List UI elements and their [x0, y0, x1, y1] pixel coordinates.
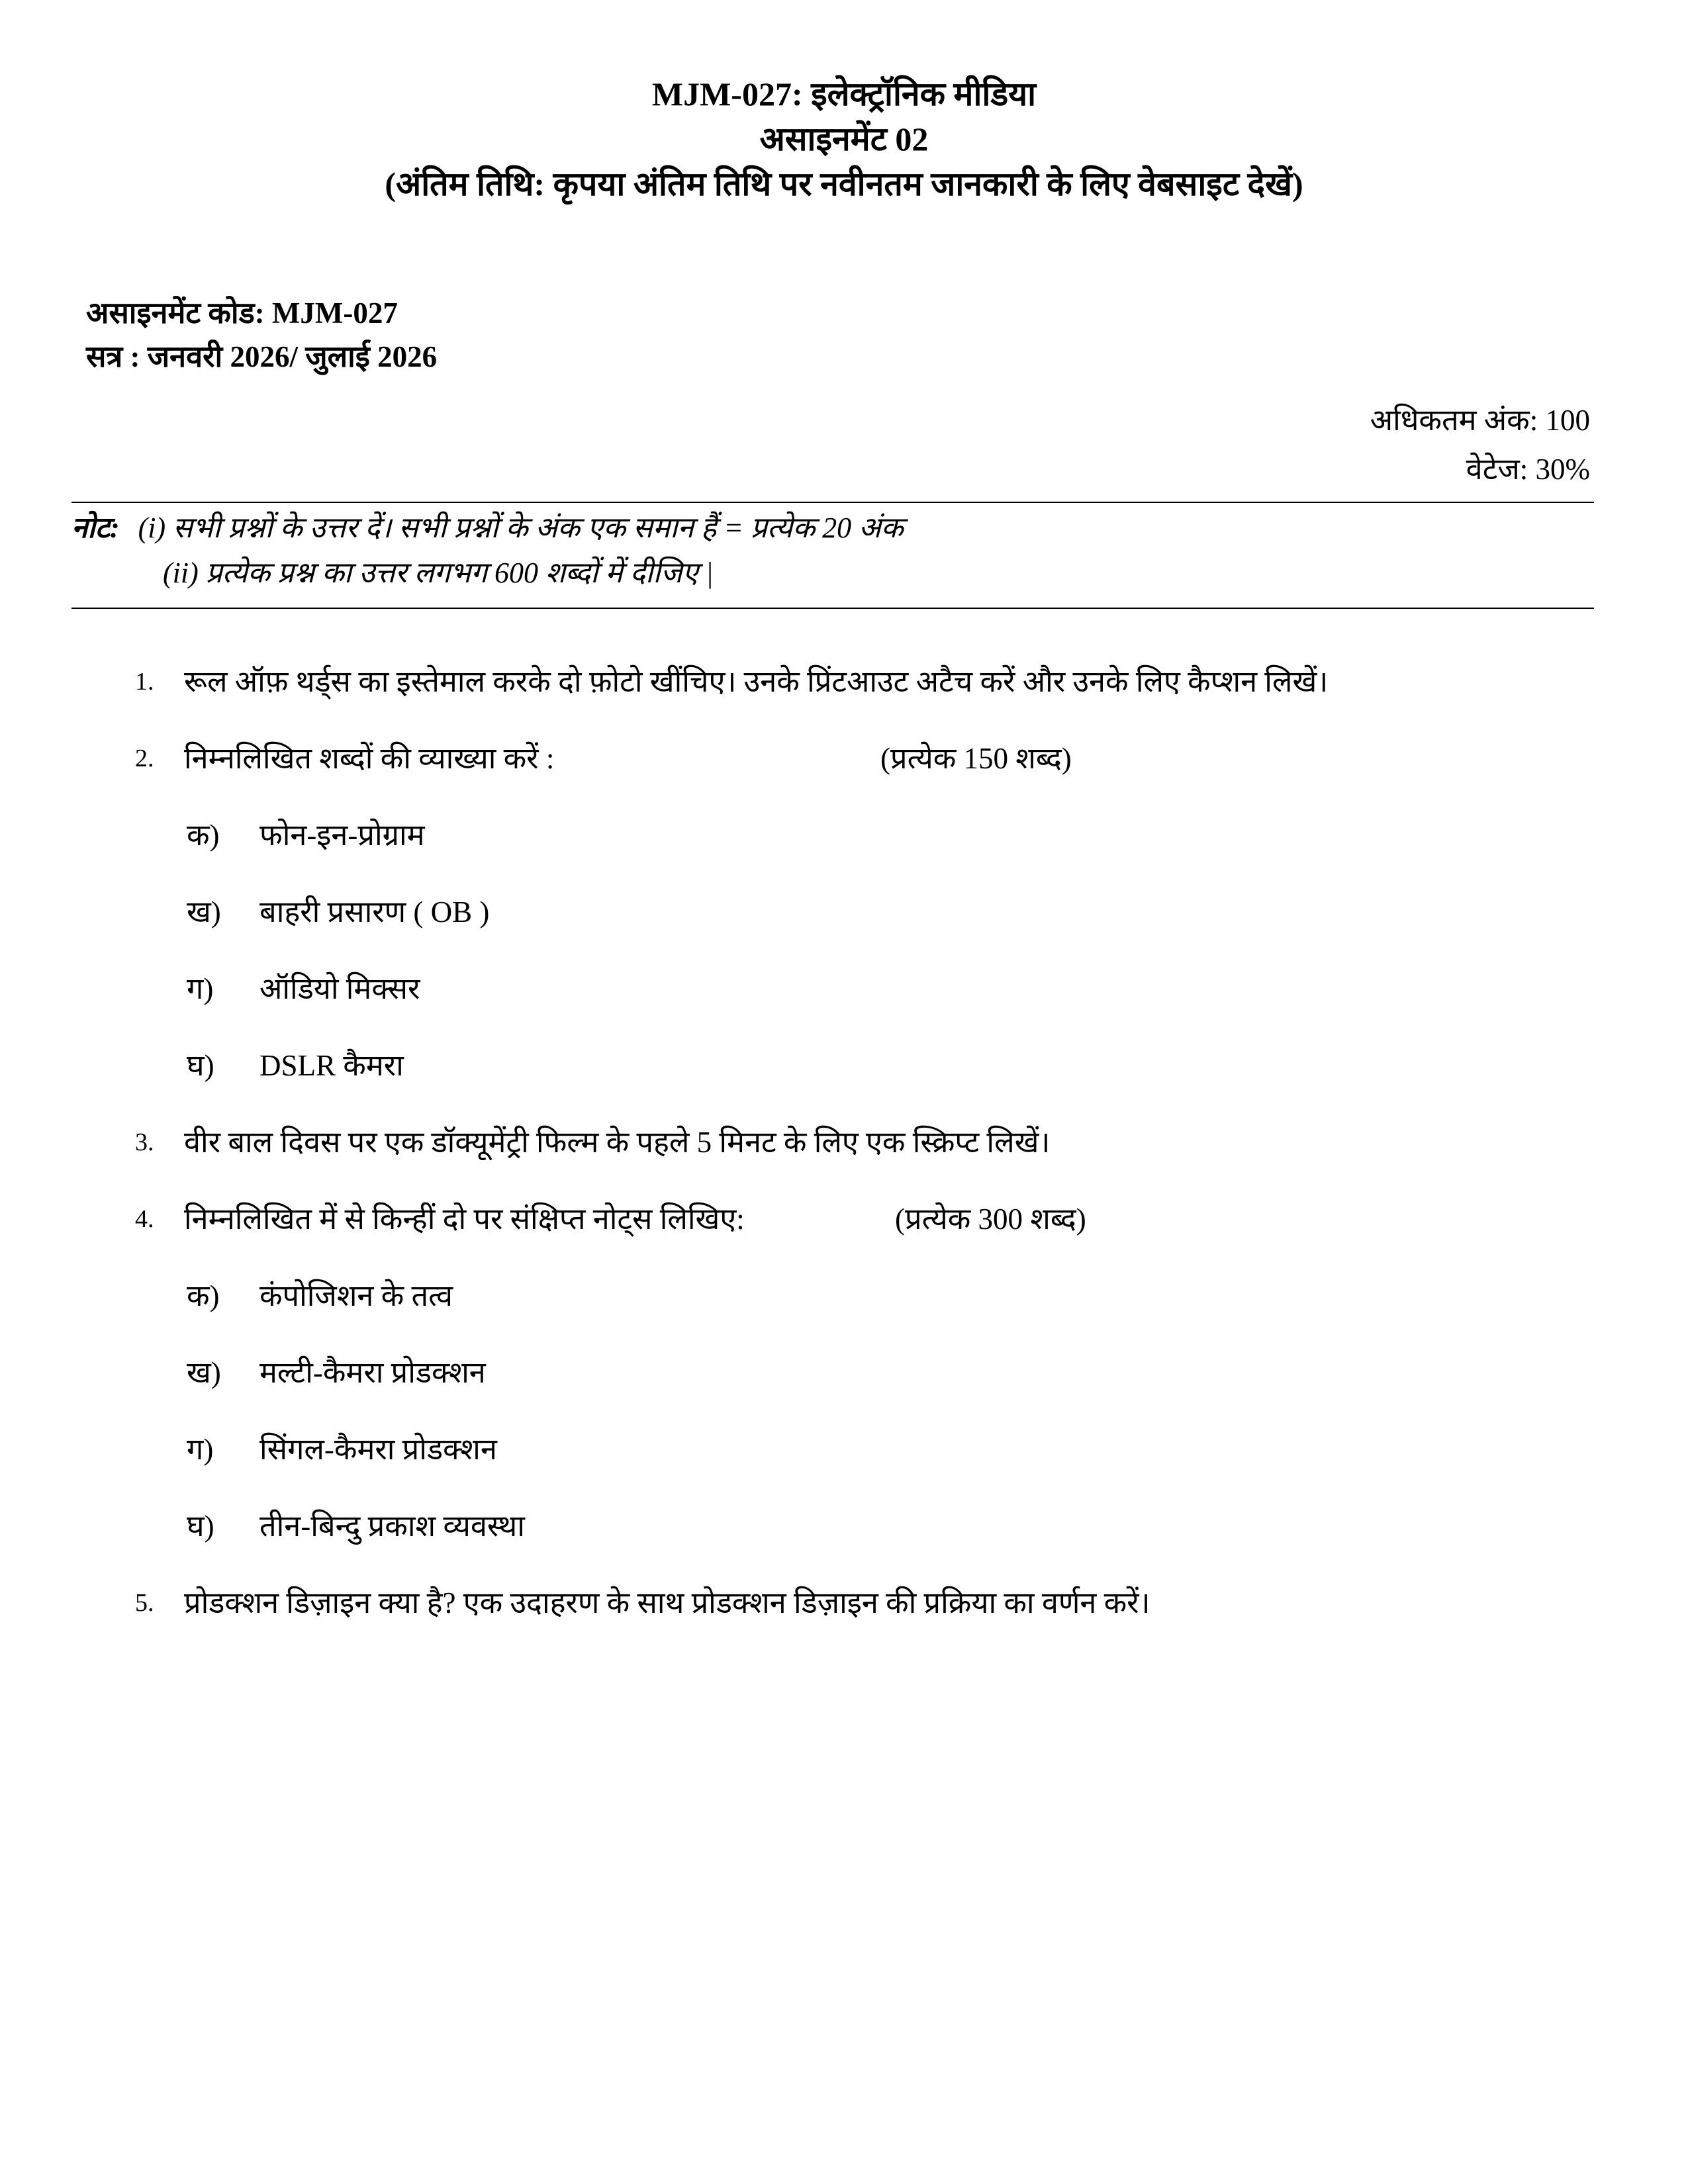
max-marks: अधिकतम अंक: 100 — [1370, 404, 1590, 437]
question-item — [0, 1199, 1688, 1239]
sub-item — [0, 1276, 1688, 1316]
sub-item — [0, 815, 1688, 855]
sub-item-text: ऑडियो मिक्सर — [259, 972, 420, 1005]
sub-item-text: DSLR कैमरा — [259, 1049, 404, 1082]
sub-item-text: सिंगल-कैमरा प्रोडक्शन — [259, 1433, 497, 1466]
question-number: 5. — [135, 1589, 154, 1617]
sub-item-letter: क) — [187, 819, 220, 852]
question-number: 1. — [135, 668, 154, 696]
sub-item — [0, 1430, 1688, 1469]
question-text: प्रोडक्शन डिज़ाइन क्या है? एक उदाहरण के साथ प्रोडक्शन डिज़ाइन की प्रक्रिया का वर्णन करें। — [184, 1586, 1150, 1619]
word-limit: (प्रत्येक 300 शब्द) — [895, 1203, 1086, 1236]
assignment-title: असाइनमेंट 02 — [759, 120, 929, 158]
weightage: वेटेज: 30% — [1466, 453, 1590, 486]
sub-item-text: कंपोजिशन के तत्व — [259, 1279, 453, 1312]
question-item — [0, 1583, 1688, 1623]
sub-item-text: तीन-बिन्दु प्रकाश व्यवस्था — [259, 1510, 525, 1543]
sub-item-letter: ग) — [187, 1433, 214, 1466]
sub-item-letter: क) — [187, 1279, 220, 1312]
sub-item-letter: घ) — [187, 1049, 214, 1082]
sub-item-text: बाहरी प्रसारण ( OB ) — [259, 895, 490, 929]
sub-item-letter: घ) — [187, 1510, 214, 1543]
sub-item — [0, 1353, 1688, 1392]
question-number: 2. — [135, 745, 154, 772]
question-number: 3. — [135, 1128, 154, 1156]
question-text: रूल ऑफ़ थर्ड्स का इस्तेमाल करके दो फ़ोटो खींचिए। उनके प्रिंटआउट अटैच करें और उनके लिए कैप्शन लिखें। — [184, 665, 1329, 698]
sub-item — [0, 969, 1688, 1009]
question-item — [0, 1122, 1688, 1162]
sub-item — [0, 1046, 1688, 1085]
sub-item-letter: ख) — [187, 895, 221, 929]
sub-item — [0, 892, 1688, 932]
sub-item-text: मल्टी-कैमरा प्रोडक्शन — [259, 1356, 486, 1389]
assignment-code: असाइनमेंट कोड: MJM-027 — [86, 296, 398, 330]
question-item — [0, 739, 1688, 778]
sub-item — [0, 1506, 1688, 1546]
note-label: नोट: — [71, 512, 120, 544]
question-text: निम्नलिखित शब्दों की व्याख्या करें : — [184, 742, 555, 775]
question-number: 4. — [135, 1205, 154, 1233]
sub-item-letter: ख) — [187, 1356, 221, 1389]
word-limit: (प्रत्येक 150 शब्द) — [880, 742, 1072, 775]
question-text: निम्नलिखित में से किन्हीं दो पर संक्षिप्त नोट्स लिखिए: — [184, 1203, 745, 1236]
session: सत्र : जनवरी 2026/ जुलाई 2026 — [86, 340, 438, 373]
note-text-1: (i) सभी प्रश्नों के उत्तर दें। सभी प्रश्नों के अंक एक समान हैं = प्रत्येक 20 अंक — [138, 512, 904, 544]
deadline-note: (अंतिम तिथि: कृपया अंतिम तिथि पर नवीनतम जानकारी के लिए वेबसाइट देखें) — [385, 165, 1303, 203]
question-text: वीर बाल दिवस पर एक डॉक्यूमेंट्री फिल्म के पहले 5 मिनट के लिए एक स्क्रिप्ट लिखें। — [184, 1126, 1051, 1159]
sub-item-text: फोन-इन-प्रोग्राम — [259, 819, 425, 852]
note-text-2: (ii) प्रत्येक प्रश्न का उत्तर लगभग 600 शब्दों में दीजिए | — [163, 557, 714, 589]
course-title: MJM-027: इलेक्ट्रॉनिक मीडिया — [651, 75, 1037, 113]
question-item — [0, 662, 1688, 702]
sub-item-letter: ग) — [187, 972, 214, 1005]
